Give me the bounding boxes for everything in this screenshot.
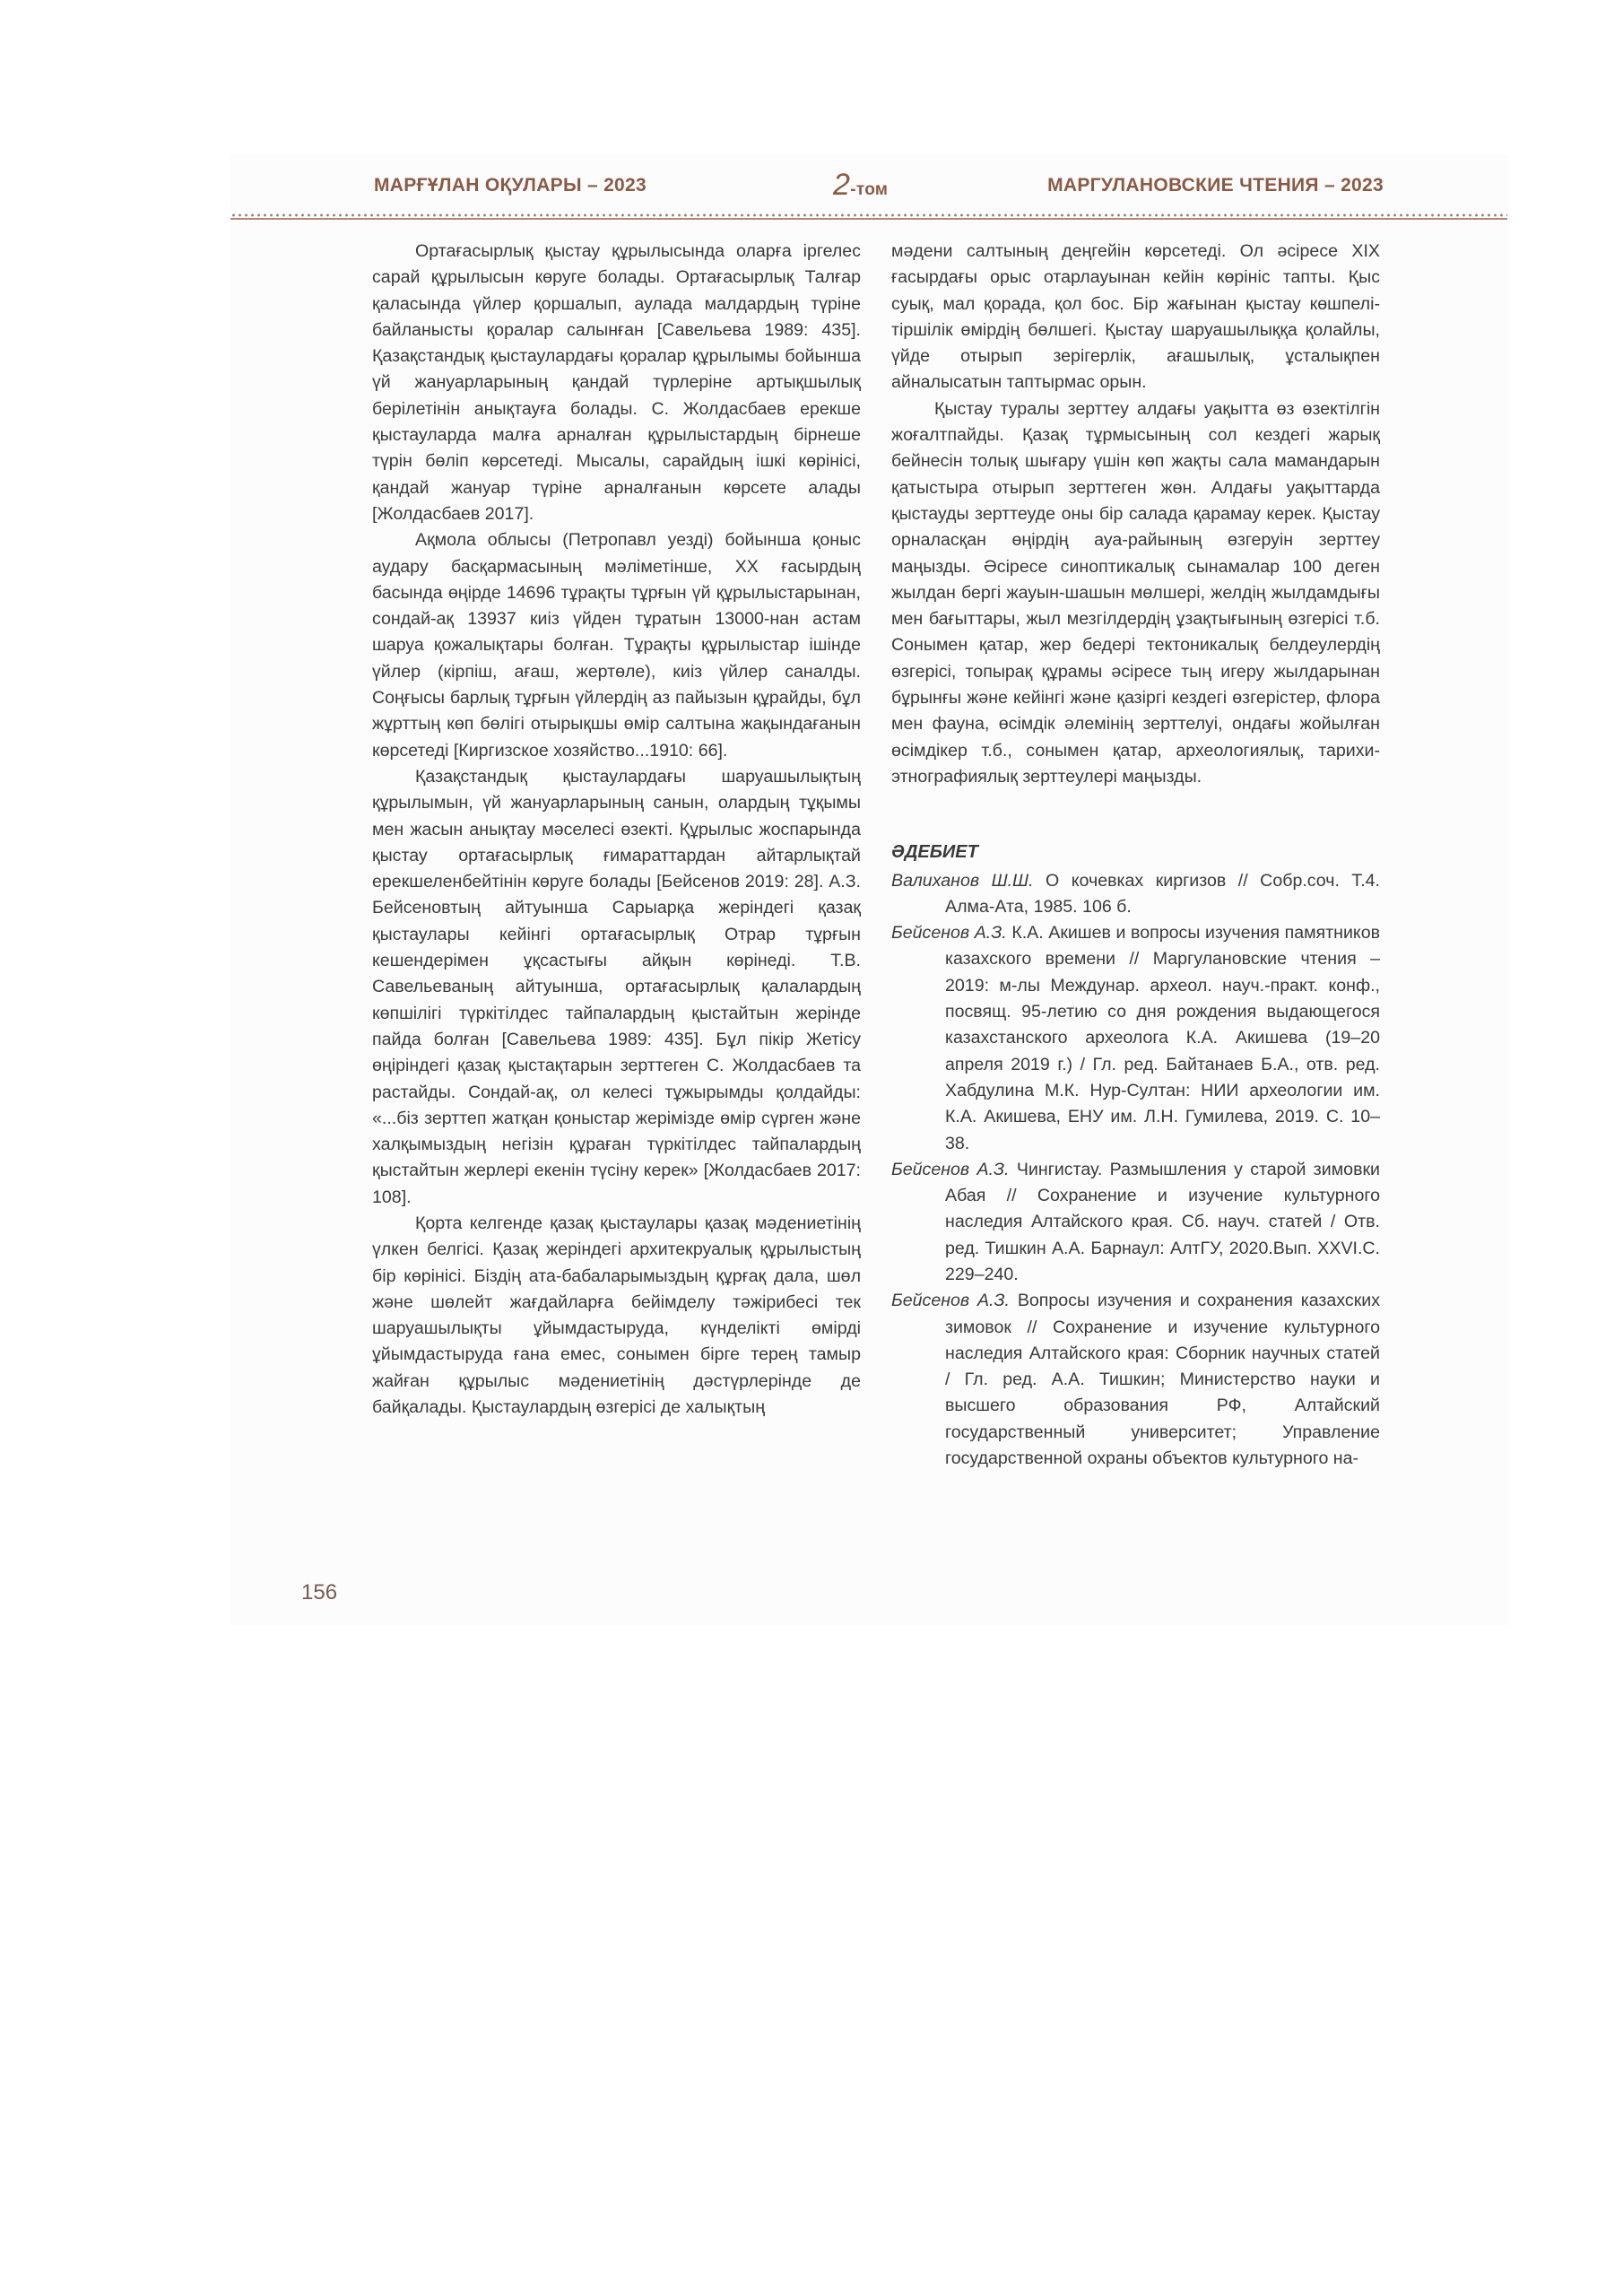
reference-text: Вопросы изучения и сохранения казахских зимовок // Сохранение и изучение культурного наследия Алтайского края: Сборник научных статей / Гл. ред. А.А. Тишкин; Министерство науки и высшего образования РФ, Алтайский государственный университет; Управление государственной охраны объектов культурного на-	[945, 1291, 1381, 1469]
right-column	[891, 239, 1380, 1472]
solid-rule	[230, 218, 1507, 220]
paragraph-continuation: мәдени салтының деңгейін көрсетеді. Ол әсіресе ХІХ ғасырдағы орыс отарлауынан кейін көрініс тапты. Қыс суық, мал қорада, қол бос. Бір жағынан қыстау көшпелі-тіршілік өмірдің бөлшегі. Қыстау шаруашылыққа қолайлы, үйде отырып зерігерлік, ағашылық, ұсталықпен айналысатын таптырмас орын.	[891, 241, 1380, 393]
left-column	[372, 239, 861, 1421]
reference-author: Бейсенов А.З.	[891, 923, 1007, 944]
header-left-title: МАРҒҰЛАН ОҚУЛАРЫ – 2023	[374, 175, 647, 196]
page-number: 156	[301, 1580, 338, 1605]
dotted-rule	[230, 213, 1507, 217]
reference-author: Бейсенов А.З.	[891, 1291, 1010, 1311]
reference-item	[891, 868, 1380, 921]
paragraph: Қыстау туралы зерттеу алдағы уақытта өз өзектілгін жоғалтпайды. Қазақ тұрмысының сол кездегі жарық бейнесін толық шығару үшін көп жақты сала мамандарын қатыстыра отырып зерттеген жөн. Алдағы уақыттарда қыстауды зерттеуде оны бір салада қарамау керек. Қыстау орналасқан өңірдің ауа-райының өзгеруін зерттеу маңызды. Әсіресе синоптикалық сынамалар 100 деген жылдан бергі жауын-шашын мөлшері, желдің жылдамдығы мен бағыттары, жыл мезгілдердің ұзақтығының өзгерісі т.б. Сонымен қатар, жер бедері тектоникалық белдеулердің өзгерісі, топырақ құрамы әсіресе тың игеру жылдарынан бұрынғы және кейінгі және қазіргі кездегі өзгерістер, флора мен фауна, өсімдік әлемінің зерттелуі, ондағы жойылған өсімдікер т.б., сонымен қатар, археологиялық, тарихи-этнографиялық зерттеулері маңызды.	[891, 398, 1380, 787]
paragraph: Қазақстандық қыстаулардағы шаруашылықтың құрылымын, үй жануарларының санын, олардың тұқымы мен жасын анықтау мәселесі өзекті. Құрылыс жоспарында қыстау ортағасырлық ғимараттардан айтарлықтай ерекшеленбейтінін көруге болады [Бейсенов 2019: 28]. А.З. Бейсеновтың айтуынша Сарыарқа жеріндегі қазақ қыстаулары кейінгі ортағасырлық Отрар тұрғын кешендерімен ұқсастығы айқын көрінеді. Т.В. Савельеваның айтуынша, ортағасырлық қалалардың көпшілігі түркітілдес тайпалардың қыстайтын жерінде пайда болған [Савельева 1989: 435]. Бұл пікір Жетісу өңіріндегі қазақ қыстақтарын зерттеген С. Жолдасбаев та растайды. Сондай-ақ, ол келесі тұжырымды қолдайды: «...біз зерттеп жатқан қоныстар жерімізде өмір сүрген және халқымыздың негізін құраған түркітілдес тайпалардың қыстайтын жерлері екенін түсіну керек» [Жолдасбаев 2017: 108].	[372, 766, 861, 1207]
reference-text: К.А. Акишев и вопросы изучения памятников казахского времени // Маргулановские чтения – 2019: м-лы Междунар. археол. науч.-практ. конф., посвящ. 95-летию со дня рождения выдающегося казахстанского археолога К.А. Акишева (19–20 апреля 2019 г.) / Гл. ред. Байтанаев Б.А., отв. ред. Хабдулина М.К. Нур-Султан: НИИ археологии им. К.А. Акишева, ЕНУ им. Л.Н. Гумилева, 2019. С. 10–38.	[945, 923, 1381, 1153]
reference-item	[891, 920, 1380, 1157]
volume-number: 2	[833, 168, 851, 202]
reference-text: О кочевках киргизов // Собр.соч. Т.4. Алма-Ата, 1985. 106 б.	[945, 870, 1380, 917]
reference-item	[891, 1157, 1380, 1288]
paragraph: Қорта келгенде қазақ қыстаулары қазақ мәдениетінің үлкен белгісі. Қазақ жеріндегі архитекруалық құрылыстың бір көрінісі. Біздің ата-бабаларымыздың құрғақ дала, шөл және шөлейт жағдайларға бейімделу тәжірибесі тек шаруашылықты ұйымдастыруда, күнделікті өмірді ұйымдастыруда ғана емес, сонымен бірге терең тамыр жайған құрылыс мәдениетінің дәстүрлерінде де байқалады. Қыстаулардың өзгерісі де халықтың	[372, 1213, 861, 1418]
running-header	[230, 166, 1509, 211]
header-right-title: МАРГУЛАНОВСКИЕ ЧТЕНИЯ – 2023	[1047, 175, 1384, 196]
volume-word: -том	[850, 180, 889, 199]
reference-text: Чингистау. Размышления у старой зимовки Абая // Сохранение и изучение культурного наследия Алтайского края. Сб. науч. статей / Отв. ред. Тишкин А.А. Барнаул: АлтГУ, 2020.Вып. XXVI.С. 229–240.	[945, 1159, 1381, 1284]
reference-item	[891, 1288, 1380, 1472]
reference-author: Бейсенов А.З.	[891, 1159, 1010, 1179]
paragraph: Ортағасырлық қыстау құрылысында оларға іргелес сарай құрылысын көруге болады. Ортағасырлық Талғар қаласында үйлер қоршалып, аулада малдардың түріне байланысты қоралар салынған [Савельева 1989: 435]. Қазақстандық қыстаулардағы қоралар құрылымы бойынша үй жануарларының қандай түрлеріне артықшылық берілетінін анықтауға болады. С. Жолдасбаев ерекше қыстауларда малға арналған құрылыстардың бірнеше түрін бөліп көрсетеді. Мысалы, сарайдың ішкі көрінісі, қандай жануар түріне арналғанын көрсете алады [Жолдасбаев 2017].	[372, 241, 861, 524]
header-divider	[230, 213, 1507, 221]
reference-author: Валиханов Ш.Ш.	[891, 870, 1034, 891]
header-volume	[833, 168, 888, 203]
paragraph: Ақмола облысы (Петропавл уезді) бойынша қоныс аудару басқармасының мәліметінше, ХХ ғасырдың басында өңірде 14696 тұрақты тұрғын үй құрылыстарынан, сондай-ақ 13937 киіз үйден тұратын 13000-нан астам шаруа қожалықтары болған. Тұрақты құрылыстар ішінде үйлер (кірпіш, ағаш, жертөле), киіз үйлер саналды. Соңғысы барлық тұрғын үйлердің аз пайызын құрайды, бұл жұрттың көп бөлігі отырықшы өмір салтына жақындағанын көрсетеді [Киргизское хозяйство...1910: 66].	[372, 530, 861, 761]
references-heading: ӘДЕБИЕТ	[891, 842, 978, 863]
